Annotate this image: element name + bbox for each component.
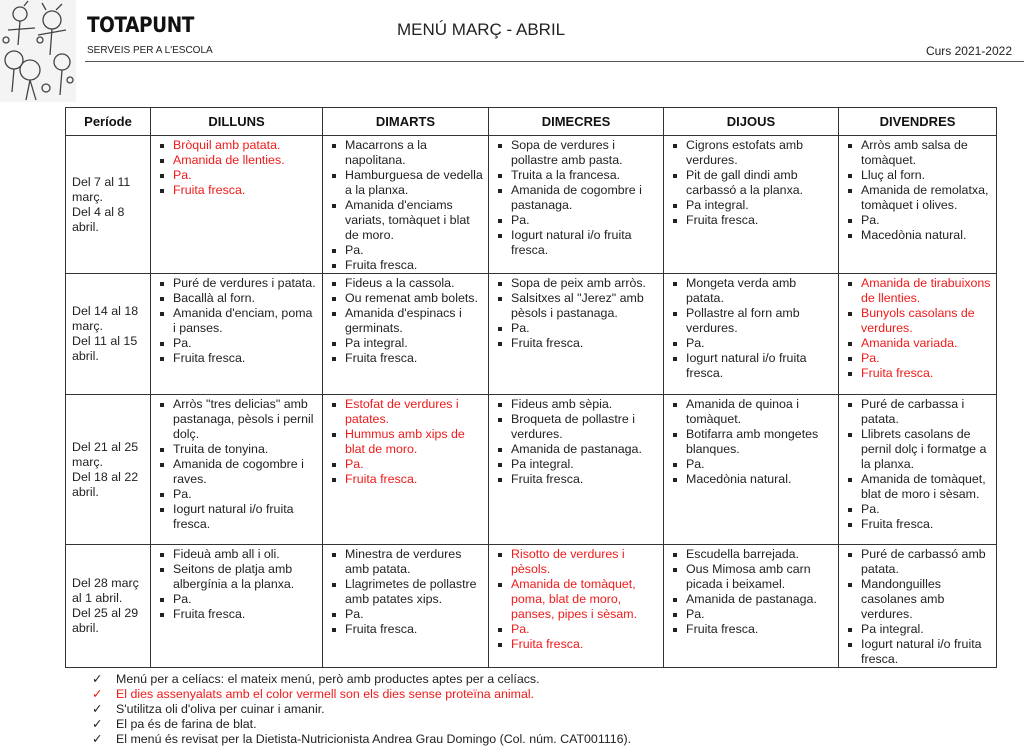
- table-row: [66, 136, 997, 274]
- menu-cell: [489, 136, 664, 274]
- dish-list: [664, 138, 838, 228]
- dish-item: Amanida de llenties.: [173, 153, 318, 168]
- dish-item: Amanida de pastanaga.: [511, 442, 659, 457]
- dish-item: Cigrons estofats amb verdures.: [686, 138, 834, 168]
- dish-item: Amanida d'enciams variats, tomàquet i blat de moro.: [345, 198, 484, 243]
- dish-list: [839, 276, 996, 381]
- dish-item: Mandonguilles casolanes amb verdures.: [861, 577, 992, 622]
- dish-item: Pa.: [173, 487, 318, 502]
- dish-item: Mongeta verda amb patata.: [686, 276, 834, 306]
- dish-item: Sopa de peix amb arròs.: [511, 276, 659, 291]
- dish-list: [489, 138, 663, 258]
- dish-list: [323, 547, 488, 637]
- brand-tagline: SERVEIS PER A L'ESCOLA: [87, 45, 213, 56]
- period-cell: [66, 395, 151, 545]
- page-title: MENÚ MARÇ - ABRIL: [397, 20, 566, 39]
- dish-item: Amanida d'enciam, poma i panses.: [173, 306, 318, 336]
- dish-item: Pa integral.: [686, 198, 834, 213]
- dish-list: [489, 547, 663, 652]
- dish-item: Llagrimetes de pollastre amb patates xips.: [345, 577, 484, 607]
- period-cell: [66, 274, 151, 395]
- dish-item: Pa.: [686, 457, 834, 472]
- dish-item: Fideus a la cassola.: [345, 276, 484, 291]
- dish-item: Puré de carbassó amb patata.: [861, 547, 992, 577]
- note-item: [92, 732, 631, 747]
- menu-cell: [839, 395, 997, 545]
- dish-list: [323, 138, 488, 273]
- dish-list: [151, 276, 322, 366]
- dish-item: Fideuà amb all i oli.: [173, 547, 318, 562]
- checkmark-icon: ✓: [92, 702, 103, 716]
- note-item: [92, 702, 631, 717]
- period-range: Del 11 al 15 abril.: [72, 334, 138, 363]
- period-range: Del 7 al 11 març.: [72, 174, 131, 204]
- dish-list: [839, 138, 996, 243]
- dish-item: Amanida de tomàquet, blat de moro i sèsam.: [861, 472, 992, 502]
- note-item: [92, 672, 631, 687]
- period-range: Del 28 març al 1 abril.: [72, 576, 139, 605]
- dish-item: Seitons de platja amb albergínia a la planxa.: [173, 562, 318, 592]
- menu-cell: [323, 274, 489, 395]
- dish-item: Hummus amb xips de blat de moro.: [345, 427, 484, 457]
- menu-cell: [323, 136, 489, 274]
- period-cell: [66, 545, 151, 668]
- dish-item: Fruita fresca.: [173, 351, 318, 366]
- menu-cell: [489, 274, 664, 395]
- dish-item: Amanida de cogombre i pastanaga.: [511, 183, 659, 213]
- menu-cell: [489, 395, 664, 545]
- course-year: Curs 2021-2022: [925, 44, 1012, 58]
- dish-item: Bròquil amb patata.: [173, 138, 318, 153]
- dish-item: Bunyols casolans de verdures.: [861, 306, 992, 336]
- dish-item: Amanida de cogombre i raves.: [173, 457, 318, 487]
- dish-item: Pa.: [861, 213, 992, 228]
- dish-list: [151, 397, 322, 532]
- dish-item: Pa.: [345, 457, 484, 472]
- note-text: Menú per a celíacs: el mateix menú, però amb productes aptes per a celíacs.: [116, 672, 540, 686]
- note-item: [92, 717, 631, 732]
- note-item: [92, 687, 631, 702]
- dish-item: Salsitxes al "Jerez" amb pèsols i pastanaga.: [511, 291, 659, 321]
- dish-item: Pa.: [511, 321, 659, 336]
- dish-item: Fruita fresca.: [173, 607, 318, 622]
- table-row: [66, 545, 997, 668]
- dish-item: Macarrons a la napolitana.: [345, 138, 484, 168]
- dish-item: Amanida de tirabuixons de llenties.: [861, 276, 991, 305]
- dish-item: Iogurt natural i/o fruita fresca.: [511, 228, 659, 258]
- dish-item: Escudella barrejada.: [686, 547, 834, 562]
- dish-list: [839, 397, 996, 532]
- dish-item: Ou remenat amb bolets.: [345, 291, 484, 306]
- dish-list: [664, 276, 838, 381]
- dish-item: Amanida d'espinacs i germinats.: [345, 306, 484, 336]
- dish-item: Pa.: [686, 336, 834, 351]
- dish-item: Truita de tonyina.: [173, 442, 318, 457]
- dish-list: [323, 276, 488, 366]
- dish-item: Fruita fresca.: [345, 351, 484, 366]
- table-header-row: [66, 108, 997, 136]
- period-range: Del 25 al 29 abril.: [72, 606, 139, 635]
- note-text: El menú és revisat per la Dietista-Nutricionista Andrea Grau Domingo (Col. núm. CAT001116).: [116, 732, 632, 746]
- dish-item: Pa.: [173, 336, 318, 351]
- menu-cell: [664, 274, 839, 395]
- dish-item: Fruita fresca.: [861, 366, 992, 381]
- column-header: DIMARTS: [323, 108, 489, 136]
- dish-item: Puré de carbassa i patata.: [861, 397, 992, 427]
- dish-item: Fruita fresca.: [511, 336, 659, 351]
- dish-item: Macedònia natural.: [686, 472, 834, 487]
- dish-item: Truita a la francesa.: [511, 168, 659, 183]
- menu-cell: [664, 545, 839, 668]
- dish-item: Broqueta de pollastre i verdures.: [511, 412, 659, 442]
- table-row: [66, 395, 997, 545]
- dish-item: Pa.: [861, 351, 992, 366]
- dish-item: Lluç al forn.: [861, 168, 992, 183]
- dish-list: [664, 547, 838, 637]
- dish-item: Puré de verdures i patata.: [173, 276, 318, 291]
- dish-list: [839, 547, 996, 667]
- dish-item: Fruita fresca.: [345, 622, 484, 637]
- dish-list: [664, 397, 838, 487]
- dish-item: Fruita fresca.: [345, 472, 484, 487]
- table-row: [66, 274, 997, 395]
- dish-item: Pa.: [686, 607, 834, 622]
- period-range: Del 21 al 25 març.: [72, 439, 139, 469]
- dish-item: Ous Mimosa amb carn picada i beixamel.: [686, 562, 834, 592]
- note-text: S'utilitza oli d'oliva per cuinar i amanir.: [116, 702, 325, 716]
- menu-cell: [839, 545, 997, 668]
- dish-item: Iogurt natural i/o fruita fresca.: [861, 637, 992, 667]
- dish-item: Fruita fresca.: [861, 517, 992, 532]
- dish-item: Amanida de quinoa i tomàquet.: [686, 397, 834, 427]
- column-header: DILLUNS: [151, 108, 323, 136]
- menu-cell: [664, 395, 839, 545]
- note-text: El pa és de farina de blat.: [116, 717, 257, 731]
- dish-item: Fruita fresca.: [686, 622, 834, 637]
- dish-item: Iogurt natural i/o fruita fresca.: [686, 351, 834, 381]
- dish-item: Pa.: [511, 622, 659, 637]
- dish-item: Amanida de pastanaga.: [686, 592, 834, 607]
- column-header: DIJOUS: [664, 108, 839, 136]
- dish-item: Arròs amb salsa de tomàquet.: [861, 138, 992, 168]
- dish-item: Hamburguesa de vedella a la planxa.: [345, 168, 483, 197]
- dish-item: Pit de gall dindi amb carbassó a la planxa.: [686, 168, 834, 198]
- checkmark-icon: ✓: [92, 732, 103, 746]
- dish-list: [151, 138, 322, 198]
- dish-item: Arròs "tres delicias" amb pastanaga, pèsols i pernil dolç.: [173, 397, 318, 442]
- dish-item: Amanida de tomàquet, poma, blat de moro, panses, pipes i sèsam.: [511, 577, 659, 622]
- menu-cell: [839, 136, 997, 274]
- dish-item: Pa integral.: [861, 622, 992, 637]
- dish-list: [323, 397, 488, 487]
- dish-item: Iogurt natural i/o fruita fresca.: [173, 502, 318, 532]
- dish-item: Fideus amb sèpia.: [511, 397, 659, 412]
- dish-item: Minestra de verdures amb patata.: [345, 547, 484, 577]
- menu-table: [65, 107, 997, 668]
- dish-item: Estofat de verdures i patates.: [345, 397, 484, 427]
- dish-list: [489, 276, 663, 351]
- dish-item: Fruita fresca.: [686, 213, 834, 228]
- menu-cell: [151, 274, 323, 395]
- menu-cell: [151, 136, 323, 274]
- dish-item: Amanida de remolatxa, tomàquet i olives.: [861, 183, 992, 213]
- period-range: Del 18 al 22 abril.: [72, 469, 139, 499]
- dish-item: Botifarra amb mongetes blanques.: [686, 427, 834, 457]
- dish-item: Pa.: [173, 168, 318, 183]
- logo-children-drawing: [0, 0, 76, 102]
- dish-item: Risotto de verdures i pèsols.: [511, 547, 659, 577]
- dish-item: Pa integral.: [511, 457, 659, 472]
- dish-item: Amanida variada.: [861, 336, 992, 351]
- period-cell: [66, 136, 151, 274]
- dish-item: Llibrets casolans de pernil dolç i formatge a la planxa.: [861, 427, 992, 472]
- dish-item: Sopa de verdures i pollastre amb pasta.: [511, 138, 659, 168]
- menu-cell: [323, 545, 489, 668]
- brand-name: TOTAPUNT: [87, 13, 194, 37]
- dish-list: [151, 547, 322, 622]
- note-text: El dies assenyalats amb el color vermell son els dies sense proteïna animal.: [116, 687, 535, 701]
- menu-cell: [151, 545, 323, 668]
- notes-list: [92, 672, 631, 747]
- checkmark-icon: ✓: [92, 717, 103, 731]
- dish-item: Fruita fresca.: [511, 637, 659, 652]
- header-divider: [85, 61, 1024, 62]
- checkmark-icon: ✓: [92, 687, 103, 701]
- dish-item: Bacallà al forn.: [173, 291, 318, 306]
- column-header: DIMECRES: [489, 108, 664, 136]
- menu-cell: [489, 545, 664, 668]
- dish-item: Pa integral.: [345, 336, 484, 351]
- menu-cell: [664, 136, 839, 274]
- menu-cell: [151, 395, 323, 545]
- dish-item: Pa.: [345, 607, 484, 622]
- period-range: Del 14 al 18 març.: [72, 304, 139, 333]
- dish-item: Pa.: [861, 502, 992, 517]
- menu-cell: [839, 274, 997, 395]
- dish-item: Pa.: [345, 243, 484, 258]
- dish-item: Macedònia natural.: [861, 228, 992, 243]
- dish-item: Fruita fresca.: [511, 472, 659, 487]
- dish-item: Pollastre al forn amb verdures.: [686, 306, 834, 336]
- period-range: Del 4 al 8 abril.: [72, 204, 125, 234]
- checkmark-icon: ✓: [92, 672, 103, 686]
- menu-cell: [323, 395, 489, 545]
- dish-item: Pa.: [511, 213, 659, 228]
- dish-item: Pa.: [173, 592, 318, 607]
- dish-item: Fruita fresca.: [173, 183, 318, 198]
- dish-item: Fruita fresca.: [345, 258, 484, 273]
- dish-list: [489, 397, 663, 487]
- column-header: Període: [66, 108, 151, 136]
- column-header: DIVENDRES: [839, 108, 997, 136]
